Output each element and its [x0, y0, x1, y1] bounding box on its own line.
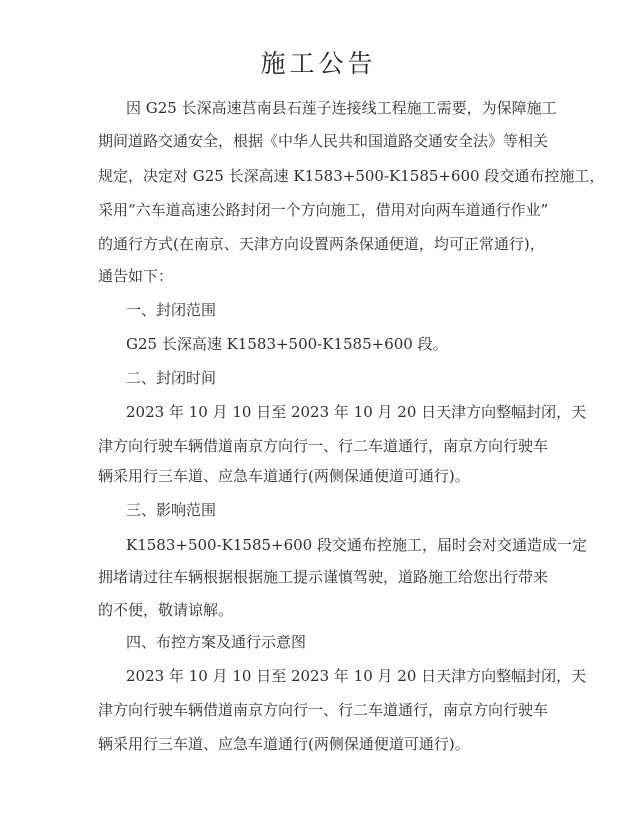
- closure-time-line-3: 辆采用行三车道、应急车道通行(两侧保通便道可通行)。: [98, 467, 470, 485]
- impact-line-1: K1583+500-K1585+600 段交通布控施工，届时会对交通造成一定: [126, 536, 587, 554]
- closure-time-line-1: 2023 年 10 月 10 日至 2023 年 10 月 20 日天津方向整幅封闭，天: [126, 403, 587, 421]
- closure-scope-text: G25 长深高速 K1583+500-K1585+600 段。: [126, 335, 448, 353]
- section-heading-closure-time: 二、封闭时间: [126, 369, 217, 387]
- closure-time-line-2: 津方向行驶车辆借道南京方向行一、行二车道通行，南京方向行驶车: [98, 437, 549, 455]
- traffic-plan-line-1: 2023 年 10 月 10 日至 2023 年 10 月 20 日天津方向整幅封闭，天: [126, 667, 587, 685]
- section-heading-traffic-plan: 四、布控方案及通行示意图: [126, 633, 307, 651]
- page-title: 施工公告: [260, 49, 377, 78]
- section-heading-closure-scope: 一、封闭范围: [126, 301, 217, 319]
- traffic-plan-line-3: 辆采用行三车道、应急车道通行(两侧保通便道可通行)。: [98, 735, 470, 753]
- intro-line-5: 的通行方式(在南京、天津方向设置两条保通便道，均可正常通行)，: [98, 235, 545, 253]
- traffic-plan-line-2: 津方向行驶车辆借道南京方向行一、行二车道通行，南京方向行驶车: [98, 701, 549, 719]
- intro-line-6: 通告如下：: [98, 267, 174, 285]
- intro-line-4: 采用“六车道高速公路封闭一个方向施工，借用对向两车道通行作业”: [98, 201, 549, 219]
- intro-line-1: 因 G25 长深高速莒南县石莲子连接线工程施工需要，为保障施工: [126, 99, 557, 117]
- intro-line-3: 规定，决定对 G25 长深高速 K1583+500-K1585+600 段交通布控施工，: [98, 167, 605, 185]
- impact-line-3: 的不便，敬请谅解。: [98, 601, 234, 619]
- impact-line-2: 拥堵请过往车辆根据根据施工提示谨慎驾驶，道路施工给您出行带来: [98, 568, 549, 586]
- section-heading-impact-scope: 三、影响范围: [126, 501, 217, 519]
- intro-line-2: 期间道路交通安全，根据《中华人民共和国道路交通安全法》等相关: [98, 132, 549, 150]
